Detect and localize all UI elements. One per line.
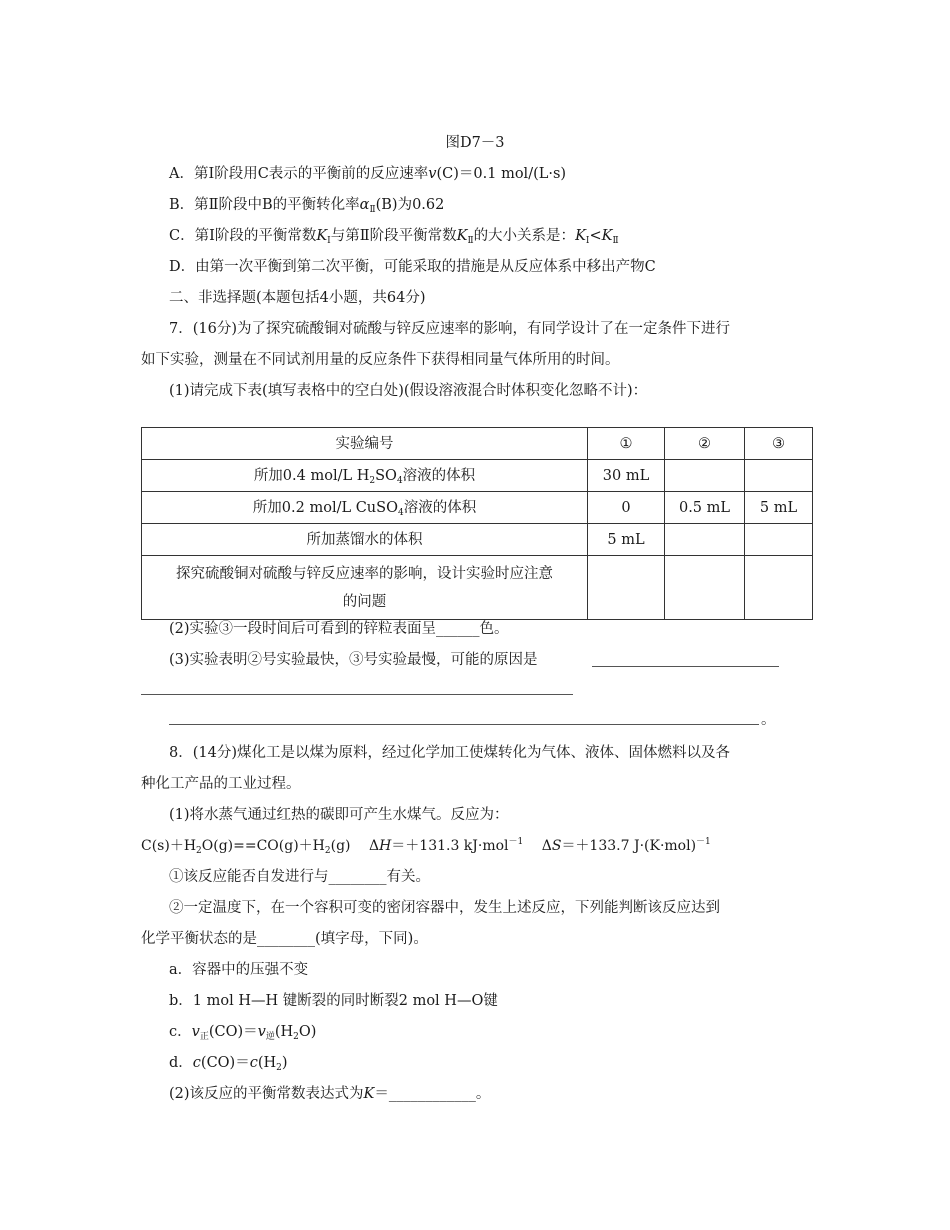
choice-c-symbol: v [191,1024,200,1040]
eq-subscript: 2 [196,846,202,856]
choice-b: b．1 mol H—H 键断裂的同时断裂2 mol H—O键 [169,993,498,1009]
table-header-cell: ① [588,428,665,460]
q7-part3: (3)实验表明②号实验最快，③号实验最慢，可能的原因是 [169,652,538,668]
option-c-k4: K [601,228,613,244]
q8-part2 [169,1084,490,1104]
option-c-mid: 与第Ⅱ阶段平衡常数 [330,228,457,244]
eq-superscript: －1 [508,837,524,847]
eq-part: Δ [523,838,552,854]
q7-part1: (1)请完成下表(填写表格中的空白处)(假设溶液混合时体积变化忽略不计)： [169,383,648,399]
choice-d [169,1053,288,1073]
choice-d-subscript: 2 [276,1063,282,1073]
eq-part: (g) Δ [330,838,380,854]
choice-d-text: d． [169,1055,193,1071]
table-cell: 0.5 mL [665,492,745,524]
answer-blank[interactable]: ________ [257,931,315,947]
table-cell-blank[interactable] [665,556,745,620]
table-cell-blank[interactable] [665,460,745,492]
label-part: SO [375,467,397,484]
option-c-k2: K [456,228,468,244]
eq-part: ＝＋131.3 kJ·mol [391,838,509,854]
label-part: 溶液的体积 [403,499,477,516]
answer-blank[interactable]: ________ [328,869,387,885]
q8-part2-tail: 。 [475,1086,491,1102]
q8-sub1-tail: 有关。 [386,869,430,885]
label-line: 的问题 [342,593,387,610]
eq-part: C(s)＋H [141,838,197,854]
option-b-tail: (B)为0.62 [375,197,445,213]
q7-intro-line1: 7．(16分)为了探究硫酸铜对硫酸与锌反应速率的影响，有同学设计了在一定条件下进行 [169,321,730,337]
q7-part2 [169,619,509,639]
row-label-notice [142,556,588,620]
choice-c-tail: O) [298,1024,317,1040]
q8-part2-eq: ＝ [374,1086,389,1102]
option-c-k4-sub: Ⅱ [612,236,619,246]
q8-sub2-text: 化学平衡状态的是 [141,931,257,947]
choice-c-text: c． [169,1024,192,1040]
q8-sub2-tail: (填字母，下同)。 [315,931,428,947]
table-row [142,524,813,556]
eq-symbol: S [551,838,562,854]
eq-part: O(g)==CO(g)＋H [201,838,325,854]
choice-d-symbol: c [249,1055,258,1071]
choice-d-symbol: c [192,1055,201,1071]
table-row [142,556,813,620]
option-a [169,164,566,184]
option-a-text: A．第Ⅰ阶段用C表示的平衡前的反应速率 [169,166,429,182]
option-c-k3-sub: Ⅰ [585,236,590,246]
choice-d-tail: (H [257,1055,277,1071]
label-subscript: 4 [397,507,404,518]
q8-part2-symbol: K [363,1086,375,1102]
q8-intro-line2: 种化工产品的工业过程。 [141,776,301,792]
option-b-text: B．第Ⅱ阶段中B的平衡转化率 [169,197,360,213]
choice-a: a．容器中的压强不变 [169,962,309,978]
section-heading: 二、非选择题(本题包括4小题，共64分) [169,290,426,306]
option-b-symbol: α [359,197,370,213]
choice-c-tail: (H [274,1024,294,1040]
table-row [142,492,813,524]
choice-c-mid: (CO)＝ [208,1024,258,1040]
answer-blank[interactable]: ____________ [388,1086,476,1102]
q7-part2-text: (2)实验③一段时间后可看到的锌粒表面呈 [169,621,437,637]
answer-blank[interactable]: ______ [436,621,480,637]
choice-c [169,1022,316,1042]
q8-part1: (1)将水蒸气通过红热的碳即可产生水煤气。反应为： [169,807,509,823]
label-subscript: 4 [396,475,403,486]
table-cell: 30 mL [588,460,665,492]
option-c-text: C．第Ⅰ阶段的平衡常数 [169,228,317,244]
option-c [169,226,619,246]
choice-d-mid: (CO)＝ [200,1055,250,1071]
q8-sub2-line2 [141,929,428,949]
q8-part2-text: (2)该反应的平衡常数表达式为 [169,1086,364,1102]
option-a-tail: (C)＝0.1 mol/(L·s) [436,166,567,182]
option-a-symbol: v [428,166,437,182]
label-part: 所加0.4 mol/L H [253,467,370,484]
table-cell-blank[interactable] [745,460,813,492]
option-c-k1-sub: Ⅰ [327,236,331,246]
choice-d-tail: ) [281,1055,288,1071]
q8-sub2-line1: ②一定温度下，在一个容积可变的密闭容器中，发生上述反应，下列能判断该反应达到 [169,900,720,916]
label-part: 所加0.2 mol/L CuSO [252,499,398,516]
table-cell: 0 [588,492,665,524]
q8-intro-line1: 8．(14分)煤化工是以煤为原料，经过化学加工使煤转化为气体、液体、固体燃料以及各 [169,745,730,761]
choice-c-subscript: 正 [199,1032,209,1042]
q7-part3-period: 。 [761,712,776,728]
table-cell-blank[interactable] [745,524,813,556]
option-c-k2-sub: Ⅱ [467,236,474,246]
row-label-h2so4 [142,460,588,492]
q7-part2-tail: 色。 [479,621,509,637]
table-row [142,460,813,492]
q8-sub1-text: ①该反应能否自发进行与 [169,869,329,885]
table-cell-blank[interactable] [588,556,665,620]
label-line: 探究硫酸铜对硫酸与锌反应速率的影响，设计实验时应注意 [176,565,553,582]
figure-caption: 图D7－3 [445,135,505,151]
table-cell: 5 mL [588,524,665,556]
answer-line[interactable] [169,724,759,725]
option-c-k1: K [316,228,328,244]
eq-symbol: H [379,838,392,854]
experiment-table [141,427,813,620]
option-b-subscript: Ⅱ [369,205,376,215]
row-label-water: 所加蒸馏水的体积 [142,524,588,556]
table-header-cell: ② [665,428,745,460]
table-row [142,428,813,460]
option-c-k3: K [575,228,586,244]
choice-c-symbol: v [257,1024,266,1040]
reaction-equation [141,836,711,856]
label-part: 溶液的体积 [402,467,476,484]
q7-intro-line2: 如下实验，测量在不同试剂用量的反应条件下获得相同量气体所用的时间。 [141,352,620,368]
eq-superscript: －1 [696,837,711,847]
answer-line[interactable] [592,666,779,667]
option-c-mid2: 的大小关系是： [473,228,576,244]
eq-part: ＝＋133.7 J·(K·mol) [561,838,697,854]
q8-sub1 [169,867,430,887]
table-header-cell: 实验编号 [142,428,588,460]
table-cell: 5 mL [745,492,813,524]
answer-line[interactable] [141,694,573,695]
choice-c-subscript: 2 [293,1032,299,1042]
eq-subscript: 2 [324,846,331,856]
table-cell-blank[interactable] [745,556,813,620]
option-c-lt: < [589,228,602,244]
table-cell-blank[interactable] [665,524,745,556]
option-d: D．由第一次平衡到第二次平衡，可能采取的措施是从反应体系中移出产物C [169,259,656,275]
choice-c-subscript: 逆 [265,1032,275,1042]
option-b [169,195,444,215]
row-label-cuso4 [142,492,588,524]
table-header-cell: ③ [745,428,813,460]
label-subscript: 2 [369,475,376,486]
